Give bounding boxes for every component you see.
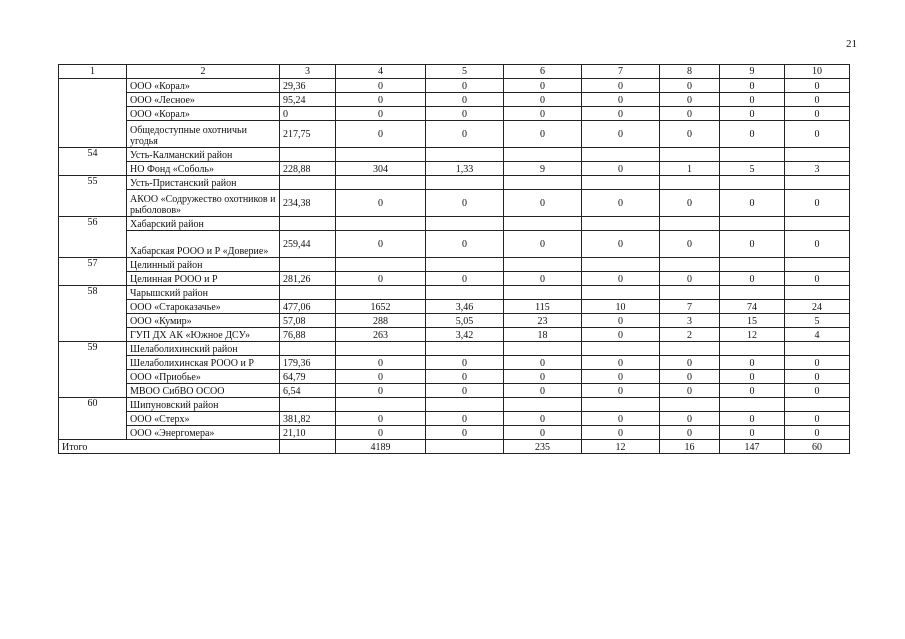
value-cell-c8: [660, 176, 720, 190]
value-cell-c5: 0: [426, 356, 504, 370]
value-cell-c3: [280, 286, 336, 300]
value-cell-c7: 0: [582, 190, 660, 217]
value-cell-c7: 0: [582, 426, 660, 440]
value-cell-c6: [504, 286, 582, 300]
header-cell: 1: [59, 65, 127, 79]
value-cell-c10: 3: [785, 162, 850, 176]
value-cell-c8: 0: [660, 231, 720, 258]
total-value-c4: 4189: [336, 440, 426, 454]
district-number-cell: 55: [59, 176, 127, 217]
value-cell-c4: 0: [336, 79, 426, 93]
district-row: [59, 398, 850, 412]
table-row: [59, 412, 850, 426]
value-cell-c3: [280, 258, 336, 272]
value-cell-c8: [660, 148, 720, 162]
value-cell-c5: 0: [426, 190, 504, 217]
statistics-table: [58, 64, 850, 454]
table-row: [59, 79, 850, 93]
value-cell-c5: 0: [426, 107, 504, 121]
value-cell-c7: 10: [582, 300, 660, 314]
value-cell-c7: 0: [582, 107, 660, 121]
value-cell-c8: [660, 258, 720, 272]
value-cell-c9: 0: [720, 272, 785, 286]
value-cell-c10: 0: [785, 384, 850, 398]
value-cell-c4: 0: [336, 272, 426, 286]
value-cell-c8: 0: [660, 107, 720, 121]
district-row: [59, 217, 850, 231]
value-cell-c7: 0: [582, 314, 660, 328]
header-cell: 4: [336, 65, 426, 79]
total-value-c9: 147: [720, 440, 785, 454]
district-number-cell: 56: [59, 217, 127, 258]
value-cell-c10: 0: [785, 356, 850, 370]
total-value-c6: 235: [504, 440, 582, 454]
value-cell-c3: 228,88: [280, 162, 336, 176]
header-cell: 5: [426, 65, 504, 79]
value-cell-c3: 259,44: [280, 231, 336, 258]
value-cell-c5: [426, 148, 504, 162]
value-cell-c10: [785, 342, 850, 356]
value-cell-c5: 3,42: [426, 328, 504, 342]
value-cell-c4: 0: [336, 121, 426, 148]
table-row: [59, 272, 850, 286]
district-row: [59, 148, 850, 162]
value-cell-c4: 0: [336, 93, 426, 107]
header-cell: 3: [280, 65, 336, 79]
district-row: [59, 176, 850, 190]
value-cell-c4: [336, 217, 426, 231]
value-cell-c4: [336, 148, 426, 162]
value-cell-c7: 0: [582, 356, 660, 370]
organization-name-cell: ГУП ДХ АК «Южное ДСУ»: [127, 328, 280, 342]
header-cell: 2: [127, 65, 280, 79]
value-cell-c4: 0: [336, 426, 426, 440]
value-cell-c5: 0: [426, 121, 504, 148]
value-cell-c9: 0: [720, 384, 785, 398]
value-cell-c9: 0: [720, 426, 785, 440]
header-cell: 7: [582, 65, 660, 79]
value-cell-c3: 6,54: [280, 384, 336, 398]
value-cell-c8: 0: [660, 93, 720, 107]
value-cell-c6: 0: [504, 412, 582, 426]
value-cell-c9: 12: [720, 328, 785, 342]
district-row: [59, 258, 850, 272]
value-cell-c8: 0: [660, 190, 720, 217]
table-row: [59, 300, 850, 314]
value-cell-c6: 23: [504, 314, 582, 328]
district-name-cell: Хабарский район: [127, 217, 280, 231]
value-cell-c10: 0: [785, 412, 850, 426]
value-cell-c5: [426, 342, 504, 356]
value-cell-c3: 64,79: [280, 370, 336, 384]
table-row: [59, 328, 850, 342]
value-cell-c9: 0: [720, 412, 785, 426]
value-cell-c7: 0: [582, 231, 660, 258]
value-cell-c8: 0: [660, 384, 720, 398]
value-cell-c9: [720, 176, 785, 190]
district-number-cell: 57: [59, 258, 127, 286]
value-cell-c9: [720, 217, 785, 231]
table-header-row: [59, 65, 850, 79]
value-cell-c3: 281,26: [280, 272, 336, 286]
value-cell-c9: 0: [720, 93, 785, 107]
value-cell-c5: 0: [426, 231, 504, 258]
value-cell-c6: 0: [504, 370, 582, 384]
value-cell-c6: [504, 217, 582, 231]
table-row: [59, 356, 850, 370]
value-cell-c5: 0: [426, 412, 504, 426]
value-cell-c10: [785, 398, 850, 412]
value-cell-c7: 0: [582, 328, 660, 342]
value-cell-c3: 477,06: [280, 300, 336, 314]
value-cell-c10: 24: [785, 300, 850, 314]
value-cell-c5: [426, 258, 504, 272]
value-cell-c3: 57,08: [280, 314, 336, 328]
value-cell-c8: [660, 398, 720, 412]
value-cell-c7: 0: [582, 370, 660, 384]
value-cell-c3: [280, 217, 336, 231]
value-cell-c5: 0: [426, 79, 504, 93]
value-cell-c5: [426, 286, 504, 300]
district-number-cell: [59, 79, 127, 148]
value-cell-c9: [720, 286, 785, 300]
value-cell-c10: 0: [785, 190, 850, 217]
value-cell-c6: [504, 176, 582, 190]
value-cell-c4: [336, 176, 426, 190]
value-cell-c10: 0: [785, 231, 850, 258]
value-cell-c9: 74: [720, 300, 785, 314]
total-value-c7: 12: [582, 440, 660, 454]
total-value-c8: 16: [660, 440, 720, 454]
value-cell-c5: 0: [426, 93, 504, 107]
value-cell-c8: 1: [660, 162, 720, 176]
district-number-cell: 59: [59, 342, 127, 398]
organization-name-cell: МВОО СибВО ОСОО: [127, 384, 280, 398]
organization-name-cell: Общедоступные охотничьи угодья: [127, 121, 280, 148]
value-cell-c3: 29,36: [280, 79, 336, 93]
value-cell-c3: 76,88: [280, 328, 336, 342]
value-cell-c6: 0: [504, 121, 582, 148]
value-cell-c9: 0: [720, 107, 785, 121]
value-cell-c8: 0: [660, 426, 720, 440]
value-cell-c9: 15: [720, 314, 785, 328]
value-cell-c10: 0: [785, 107, 850, 121]
organization-name-cell: Шелаболихинская РООО и Р: [127, 356, 280, 370]
value-cell-c5: 5,05: [426, 314, 504, 328]
value-cell-c9: [720, 258, 785, 272]
value-cell-c3: 179,36: [280, 356, 336, 370]
value-cell-c6: [504, 398, 582, 412]
value-cell-c6: 18: [504, 328, 582, 342]
value-cell-c3: [280, 342, 336, 356]
value-cell-c7: [582, 342, 660, 356]
organization-name-cell: ООО «Стерх»: [127, 412, 280, 426]
table-row: [59, 190, 850, 217]
value-cell-c6: 0: [504, 384, 582, 398]
table-row: [59, 121, 850, 148]
value-cell-c4: 1652: [336, 300, 426, 314]
value-cell-c6: 9: [504, 162, 582, 176]
value-cell-c6: [504, 342, 582, 356]
organization-name-cell: АКОО «Содружество охотников и рыболовов»: [127, 190, 280, 217]
table-body: [59, 65, 850, 454]
total-value-c3: [280, 440, 336, 454]
value-cell-c9: 0: [720, 121, 785, 148]
value-cell-c6: [504, 258, 582, 272]
value-cell-c9: 0: [720, 79, 785, 93]
header-cell: 10: [785, 65, 850, 79]
value-cell-c10: 4: [785, 328, 850, 342]
value-cell-c5: [426, 398, 504, 412]
table-row: [59, 314, 850, 328]
header-cell: 8: [660, 65, 720, 79]
value-cell-c7: 0: [582, 384, 660, 398]
value-cell-c10: [785, 176, 850, 190]
value-cell-c4: 263: [336, 328, 426, 342]
value-cell-c7: 0: [582, 79, 660, 93]
value-cell-c10: [785, 217, 850, 231]
value-cell-c4: 0: [336, 231, 426, 258]
organization-name-cell: Целинная РООО и Р: [127, 272, 280, 286]
value-cell-c4: [336, 258, 426, 272]
value-cell-c9: 0: [720, 370, 785, 384]
value-cell-c5: 0: [426, 384, 504, 398]
value-cell-c5: 3,46: [426, 300, 504, 314]
value-cell-c4: [336, 342, 426, 356]
value-cell-c6: 0: [504, 272, 582, 286]
value-cell-c5: 0: [426, 272, 504, 286]
value-cell-c8: 0: [660, 79, 720, 93]
district-number-cell: 54: [59, 148, 127, 176]
value-cell-c3: [280, 398, 336, 412]
page-number: 21: [846, 38, 857, 50]
value-cell-c10: [785, 258, 850, 272]
value-cell-c4: 0: [336, 412, 426, 426]
table-row: [59, 162, 850, 176]
value-cell-c9: 0: [720, 356, 785, 370]
value-cell-c6: 115: [504, 300, 582, 314]
value-cell-c6: 0: [504, 93, 582, 107]
value-cell-c5: [426, 176, 504, 190]
district-row: [59, 286, 850, 300]
table-row: [59, 370, 850, 384]
value-cell-c6: 0: [504, 356, 582, 370]
value-cell-c6: 0: [504, 79, 582, 93]
value-cell-c3: [280, 176, 336, 190]
value-cell-c6: 0: [504, 190, 582, 217]
value-cell-c3: 21,10: [280, 426, 336, 440]
value-cell-c7: 0: [582, 93, 660, 107]
organization-name-cell: НО Фонд «Соболь»: [127, 162, 280, 176]
organization-name-cell: ООО «Корал»: [127, 79, 280, 93]
organization-name-cell: ООО «Кумир»: [127, 314, 280, 328]
value-cell-c10: 0: [785, 426, 850, 440]
value-cell-c8: 0: [660, 412, 720, 426]
district-name-cell: Целинный район: [127, 258, 280, 272]
value-cell-c8: 7: [660, 300, 720, 314]
value-cell-c7: [582, 217, 660, 231]
value-cell-c10: 0: [785, 93, 850, 107]
value-cell-c4: 0: [336, 370, 426, 384]
value-cell-c10: 0: [785, 272, 850, 286]
total-row: [59, 440, 850, 454]
value-cell-c3: 381,82: [280, 412, 336, 426]
value-cell-c5: [426, 217, 504, 231]
organization-name-cell: Хабарская РООО и Р «Доверие»: [127, 231, 280, 258]
value-cell-c10: [785, 286, 850, 300]
value-cell-c8: [660, 217, 720, 231]
organization-name-cell: ООО «Приобье»: [127, 370, 280, 384]
total-value-c5: [426, 440, 504, 454]
value-cell-c4: 0: [336, 190, 426, 217]
table-row: [59, 384, 850, 398]
value-cell-c3: 0: [280, 107, 336, 121]
district-number-cell: 60: [59, 398, 127, 440]
value-cell-c5: 0: [426, 426, 504, 440]
district-name-cell: Шипуновский район: [127, 398, 280, 412]
organization-name-cell: ООО «Корал»: [127, 107, 280, 121]
value-cell-c9: 5: [720, 162, 785, 176]
value-cell-c9: [720, 342, 785, 356]
value-cell-c8: 0: [660, 121, 720, 148]
value-cell-c6: 0: [504, 107, 582, 121]
value-cell-c7: 0: [582, 412, 660, 426]
total-label: Итого: [59, 440, 280, 454]
value-cell-c9: [720, 398, 785, 412]
value-cell-c4: [336, 398, 426, 412]
total-value-c10: 60: [785, 440, 850, 454]
value-cell-c7: [582, 148, 660, 162]
value-cell-c4: 0: [336, 356, 426, 370]
value-cell-c7: 0: [582, 162, 660, 176]
header-cell: 6: [504, 65, 582, 79]
value-cell-c9: [720, 148, 785, 162]
value-cell-c8: 0: [660, 272, 720, 286]
value-cell-c10: 5: [785, 314, 850, 328]
value-cell-c3: 217,75: [280, 121, 336, 148]
district-name-cell: Чарышский район: [127, 286, 280, 300]
value-cell-c4: 0: [336, 107, 426, 121]
value-cell-c10: [785, 148, 850, 162]
district-name-cell: Усть-Пристанский район: [127, 176, 280, 190]
value-cell-c4: 0: [336, 384, 426, 398]
value-cell-c10: 0: [785, 79, 850, 93]
value-cell-c4: [336, 286, 426, 300]
value-cell-c6: [504, 148, 582, 162]
value-cell-c10: 0: [785, 370, 850, 384]
value-cell-c7: [582, 258, 660, 272]
value-cell-c5: 0: [426, 370, 504, 384]
value-cell-c8: 3: [660, 314, 720, 328]
value-cell-c7: 0: [582, 121, 660, 148]
organization-name-cell: ООО «Лесное»: [127, 93, 280, 107]
value-cell-c3: 95,24: [280, 93, 336, 107]
district-name-cell: Шелаболихинский район: [127, 342, 280, 356]
district-name-cell: Усть-Калманский район: [127, 148, 280, 162]
value-cell-c8: [660, 342, 720, 356]
organization-name-cell: ООО «Староказачье»: [127, 300, 280, 314]
table-row: [59, 107, 850, 121]
value-cell-c4: 304: [336, 162, 426, 176]
value-cell-c6: 0: [504, 231, 582, 258]
district-row: [59, 342, 850, 356]
value-cell-c6: 0: [504, 426, 582, 440]
value-cell-c7: [582, 286, 660, 300]
value-cell-c7: [582, 176, 660, 190]
table-row: [59, 426, 850, 440]
value-cell-c3: [280, 148, 336, 162]
value-cell-c7: 0: [582, 272, 660, 286]
header-cell: 9: [720, 65, 785, 79]
value-cell-c8: 0: [660, 370, 720, 384]
value-cell-c8: 0: [660, 356, 720, 370]
district-number-cell: 58: [59, 286, 127, 342]
value-cell-c9: 0: [720, 231, 785, 258]
value-cell-c3: 234,38: [280, 190, 336, 217]
value-cell-c4: 288: [336, 314, 426, 328]
value-cell-c8: [660, 286, 720, 300]
value-cell-c9: 0: [720, 190, 785, 217]
value-cell-c5: 1,33: [426, 162, 504, 176]
value-cell-c10: 0: [785, 121, 850, 148]
organization-name-cell: ООО «Энергомера»: [127, 426, 280, 440]
table-row: [59, 231, 850, 258]
value-cell-c8: 2: [660, 328, 720, 342]
value-cell-c7: [582, 398, 660, 412]
table-row: [59, 93, 850, 107]
